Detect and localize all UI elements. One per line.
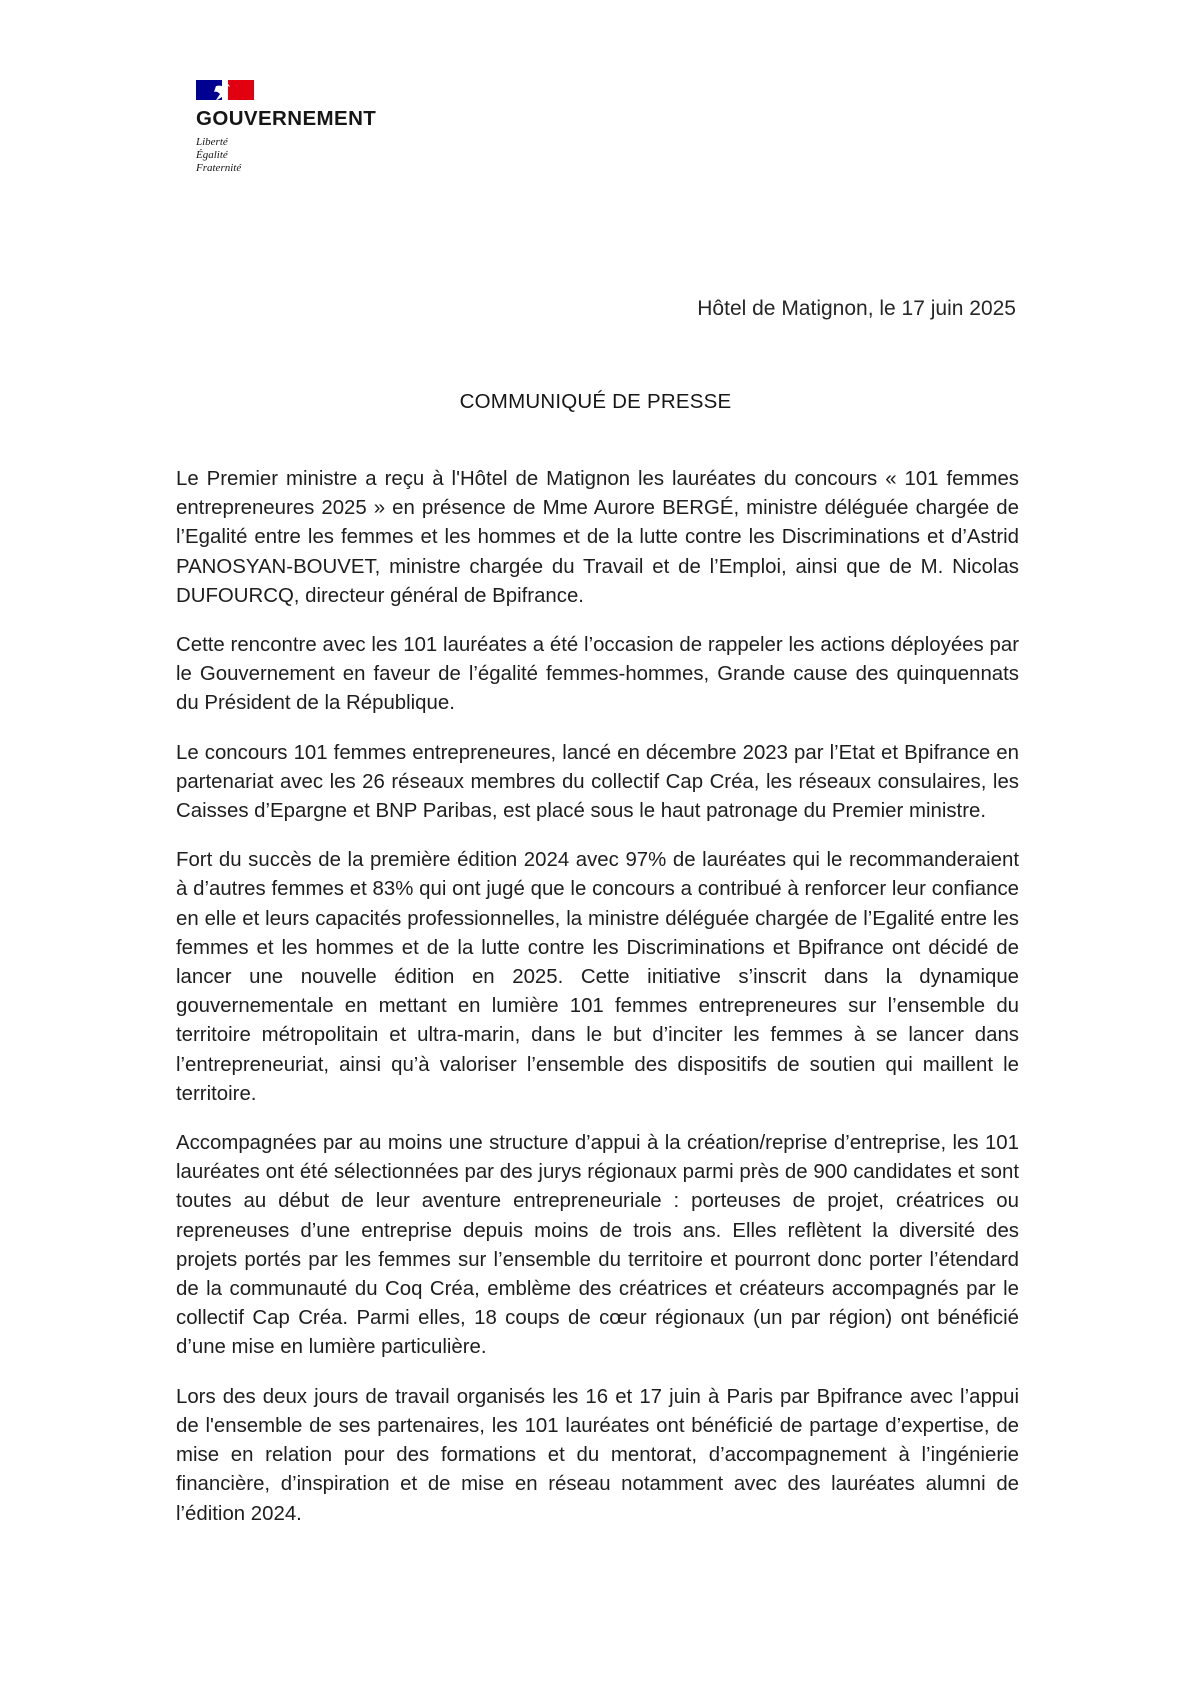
motto-fraternite: Fraternité xyxy=(196,162,242,174)
motto xyxy=(196,136,416,175)
motto-liberte: Liberté xyxy=(196,136,228,148)
press-release-body xyxy=(176,465,1019,1549)
paragraph-3: Le concours 101 femmes entrepreneures, lancé en décembre 2023 par l’Etat et Bpifrance en partenariat avec les 26 réseaux membres du collectif Cap Créa, les réseaux consulaires, les Caisses d’Epargne et BNP Paribas, est placé sous le haut patronage du Premier ministre. xyxy=(176,741,1019,823)
page-title: COMMUNIQUÉ DE PRESSE xyxy=(459,390,732,413)
paragraph-5: Accompagnées par au moins une structure d’appui à la création/reprise d’entreprise, les 101 lauréates ont été sélectionnées par des jurys régionaux parmi près de 900 candidates et sont toutes au début de leur aventure entrepreneuriale : porteuses de projet, créatrices ou repreneuses d’une entreprise depuis moins de trois ans. Elles reflètent la diversité des projets portés par les femmes sur l’ensemble du territoire et pourront donc porter l’étendard de la communauté du Coq Créa, emblème des créatrices et créateurs accompagnés par le collectif Cap Créa. Parmi elles, 18 coups de cœur régionaux (un par région) ont bénéficié d’une mise en lumière particulière. xyxy=(176,1132,1019,1359)
marianne-flag-icon xyxy=(196,80,416,100)
paragraph-4: Fort du succès de la première édition 2024 avec 97% de lauréates qui le recommanderaient à d’autres femmes et 83% qui ont jugé que le concours a contribué à renforcer leur confiance en elle et leurs capacités professionnelles, la ministre déléguée chargée de l’Egalité entre les femmes et les hommes et de la lutte contre les Discriminations et Bpifrance ont décidé de lancer une nouvelle édition en 2025. Cette initiative s’inscrit dans la dynamique gouvernementale en mettant en lumière 101 femmes entrepreneures sur l’ensemble du territoire métropolitain et ultra-marin, dans le but d’inciter les femmes à se lancer dans l’entrepreneuriat, ainsi qu’à valoriser l’ensemble des dispositifs de soutien qui maillent le territoire. xyxy=(176,849,1019,1105)
logo-title: GOUVERNEMENT xyxy=(196,107,377,130)
dateline: Hôtel de Matignon, le 17 juin 2025 xyxy=(697,297,1016,320)
paragraph-2: Cette rencontre avec les 101 lauréates a été l’occasion de rappeler les actions déployées par le Gouvernement en faveur de l’égalité femmes-hommes, Grande cause des quinquennats du Président de la République. xyxy=(176,634,1019,715)
paragraph-1: Le Premier ministre a reçu à l'Hôtel de Matignon les lauréates du concours « 101 femmes entrepreneures 2025 » en présence de Mme Aurore BERGÉ, ministre déléguée chargée de l’Egalité entre les femmes et les hommes et de la lutte contre les Discriminations et d’Astrid PANOSYAN-BOUVET, ministre chargée du Travail et de l’Emploi, ainsi que de M. Nicolas DUFOURCQ, directeur général de Bpifrance. xyxy=(176,468,1019,607)
government-logo xyxy=(196,80,416,175)
motto-egalite: Égalité xyxy=(196,149,228,161)
paragraph-6: Lors des deux jours de travail organisés les 16 et 17 juin à Paris par Bpifrance avec l’appui de l'ensemble de ses partenaires, les 101 lauréates ont bénéficié de partage d’expertise, de mise en relation pour des formations et du mentorat, d’accompagnement à l’ingénierie financière, d’inspiration et de mise en réseau notamment avec des lauréates alumni de l’édition 2024. xyxy=(176,1385,1019,1525)
